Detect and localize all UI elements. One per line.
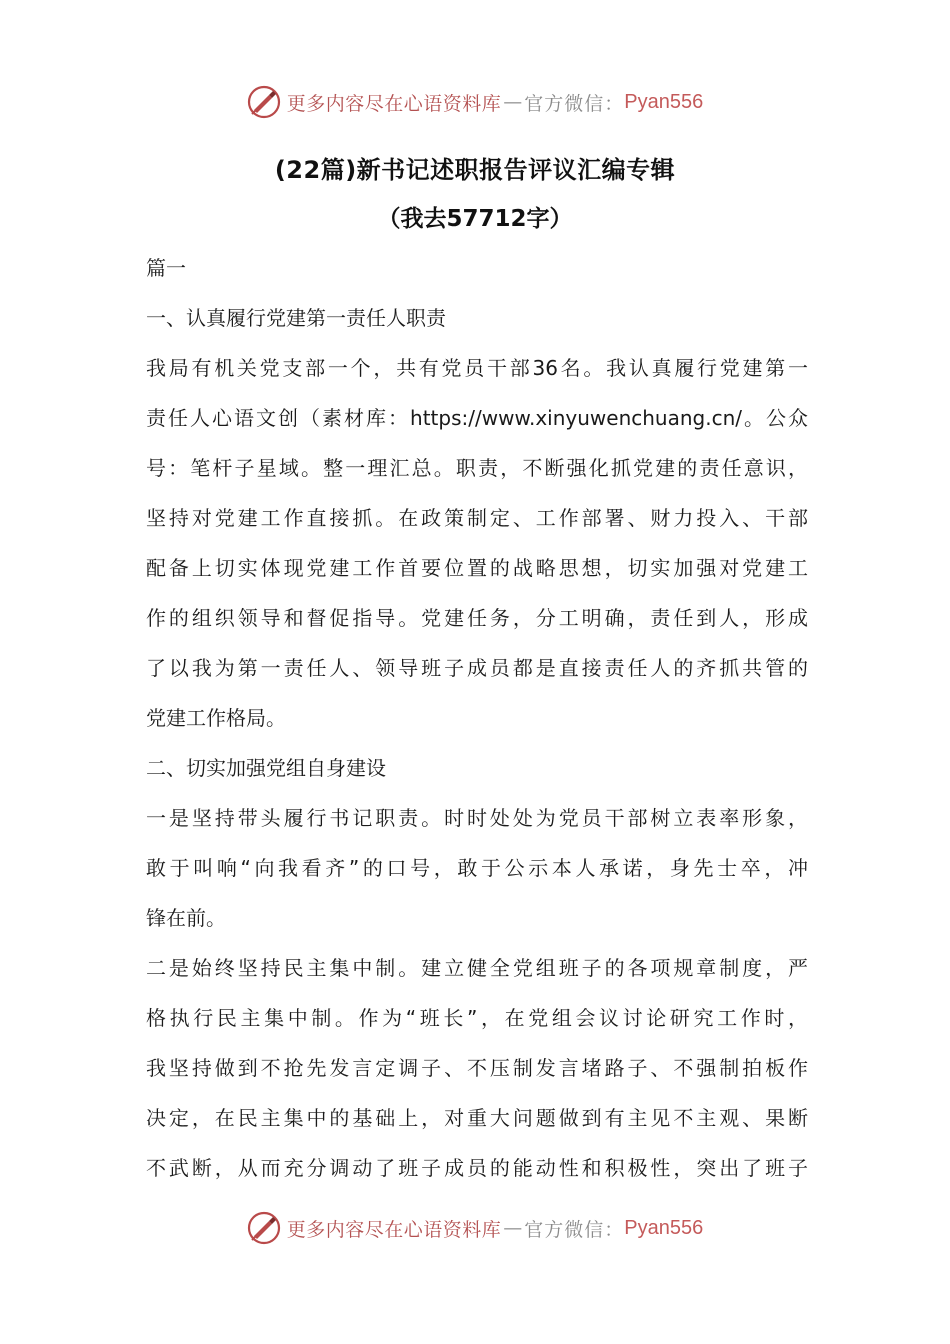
text-line: 我局有机关党支部一个，共有党员干部36名。我认真履行党建第一 [146, 356, 808, 380]
footer-watermark-banner [0, 1208, 950, 1248]
banner-contact-label: 官方微信： [524, 1218, 625, 1241]
text-line: 不武断，从而充分调动了班子成员的能动性和积极性，突出了班子 [146, 1156, 808, 1180]
document-body [146, 243, 808, 1193]
text-line: 篇一 [146, 256, 186, 280]
text-line: 决定，在民主集中的基础上，对重大问题做到有主见不主观、果断 [146, 1106, 808, 1130]
document-subtitle: （我去57712字） [377, 206, 573, 232]
text-line: 坚持对党建工作直接抓。在政策制定、工作部署、财力投入、干部 [146, 506, 808, 530]
banner-contact-id: Pyan556 [624, 90, 704, 113]
text-line: 二、切实加强党组自身建设 [146, 756, 386, 780]
text-line: 党建工作格局。 [146, 706, 286, 730]
text-line: 一是坚持带头履行书记职责。时时处处为党员干部树立表率形象， [146, 806, 808, 830]
text-line: 二是始终坚持民主集中制。建立健全党组班子的各项规章制度，严 [146, 956, 808, 980]
banner-contact-label: 官方微信： [524, 92, 625, 115]
banner-contact-id: Pyan556 [624, 1216, 704, 1239]
header-watermark-banner [0, 82, 950, 122]
text-line: 责任人心语文创（素材库：https://www.xinyuwenchuang.cn/。公众 [146, 406, 808, 430]
banner-slogan: 更多内容尽在心语资料库 [286, 92, 502, 115]
text-line: 了以我为第一责任人、领导班子成员都是直接责任人的齐抓共管的 [146, 656, 808, 680]
text-line: 我坚持做到不抢先发言定调子、不压制发言堵路子、不强制拍板作 [146, 1056, 808, 1080]
text-line: 作的组织领导和督促指导。党建任务，分工明确，责任到人，形成 [146, 606, 808, 630]
text-line: 号：笔杆子星域。整一理汇总。职责，不断强化抓党建的责任意识， [146, 456, 808, 480]
text-line: 锋在前。 [146, 906, 226, 930]
banner-separator: — [503, 91, 523, 113]
banner-slogan: 更多内容尽在心语资料库 [286, 1218, 502, 1241]
banner-separator: — [503, 1217, 523, 1239]
pen-logo-icon [247, 85, 281, 119]
document-title: (22篇)新书记述职报告评议汇编专辑 [274, 156, 676, 184]
pen-logo-icon [247, 1211, 281, 1245]
text-line: 一、认真履行党建第一责任人职责 [146, 306, 446, 330]
text-line: 格执行民主集中制。作为“班长”，在党组会议讨论研究工作时， [146, 1006, 808, 1030]
text-line: 敢于叫响“向我看齐”的口号，敢于公示本人承诺，身先士卒，冲 [146, 856, 808, 880]
text-line: 配备上切实体现党建工作首要位置的战略思想，切实加强对党建工 [146, 556, 808, 580]
